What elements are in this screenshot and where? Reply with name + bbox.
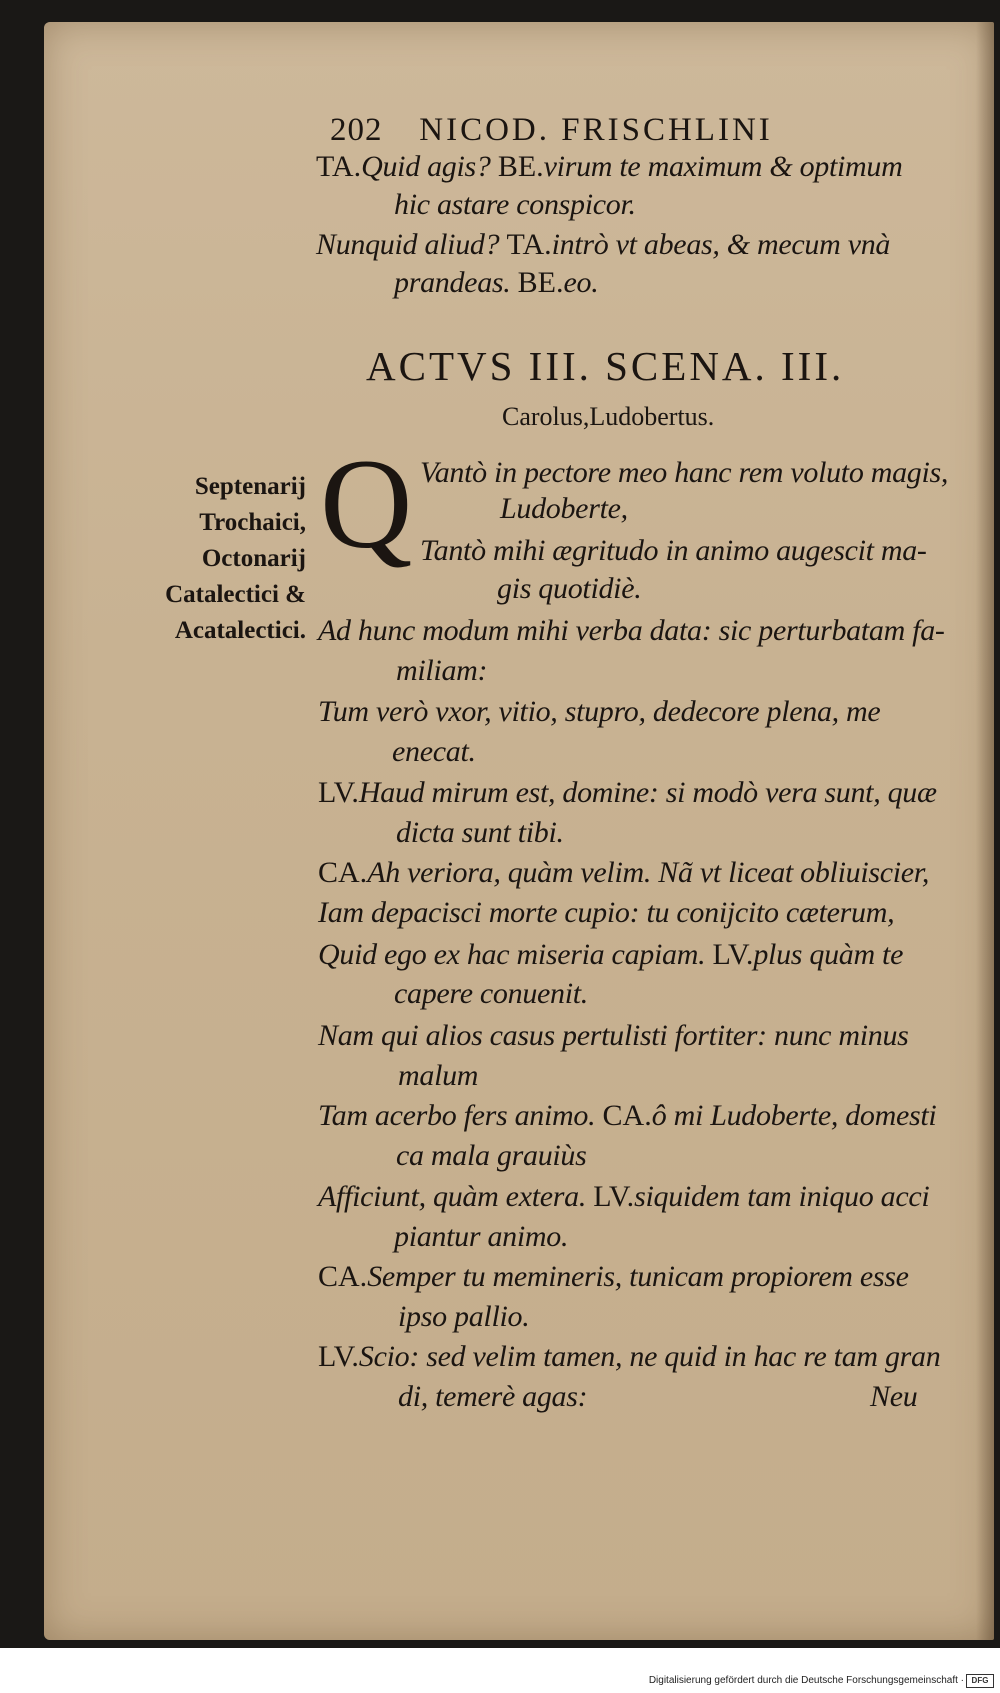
verse-line: LV.Haud mirum est, domine: si modò vera sunt, quæ (318, 776, 937, 809)
verse-line: enecat. (392, 735, 476, 768)
verse-line: Quid ego ex hac miseria capiam. LV.plus quàm te (318, 938, 904, 971)
verse-line: Iam depacisci morte cupio: tu conijcito cæterum, (318, 896, 895, 929)
footer-bar (0, 1648, 1000, 1693)
verse-line: malum (398, 1059, 479, 1092)
verse-line: dicta sunt tibi. (396, 816, 564, 849)
verse-line: miliam: (396, 654, 488, 687)
verse-line: capere conuenit. (394, 977, 589, 1010)
verse-line: TA.Quid agis? BE.virum te maximum & optimum (316, 150, 903, 183)
verse-line: ca mala grauiùs (396, 1139, 587, 1172)
verse-line: prandeas. BE.eo. (394, 266, 599, 299)
verse-line: gis quotidiè. (497, 572, 642, 605)
verse-line: CA.Ah veriora, quàm velim. Nã vt liceat obliuiscier, (318, 856, 930, 889)
verse-line: Tum verò vxor, vitio, stupro, dedecore plena, me (318, 695, 881, 728)
margin-note-line: Octonarij (201, 545, 306, 572)
characters-line: Carolus,Ludobertus. (502, 402, 715, 431)
verse-line: Vantò in pectore meo hanc rem voluto magis, (420, 456, 949, 489)
margin-note-line: Septenarij (194, 473, 306, 500)
verse-line: Tantò mihi ægritudo in animo augescit ma- (420, 534, 927, 567)
verse-line: ipso pallio. (398, 1300, 530, 1333)
drop-cap: Q (320, 433, 413, 575)
footer-credit: Digitalisierung gefördert durch die Deutsche Forschungsgemeinschaft · (648, 1675, 964, 1686)
verse-line: Nam qui alios casus pertulisti fortiter: nunc minus (318, 1019, 909, 1052)
running-head: NICOD. FRISCHLINI (419, 112, 773, 148)
verse-line: Ludoberte, (500, 492, 628, 525)
margin-note-line: Catalectici & (165, 581, 306, 608)
catchword: Neu (870, 1380, 918, 1413)
verse-line: Afficiunt, quàm extera. LV.siquidem tam iniquo acci (318, 1180, 930, 1213)
page-number: 202 (330, 112, 383, 148)
verse-line: CA.Semper tu memineris, tunicam propiorem esse (318, 1260, 909, 1293)
act-scene-heading: ACTVS III. SCENA. III. (366, 343, 845, 389)
margin-note-line: Acatalectici. (174, 617, 306, 644)
verse-line: Nunquid aliud? TA.intrò vt abeas, & mecum vnà (316, 228, 891, 261)
verse-line: hic astare conspicor. (394, 188, 636, 221)
dfg-logo: DFG (966, 1674, 994, 1688)
verse-line: Ad hunc modum mihi verba data: sic perturbatam fa- (318, 614, 945, 647)
verse-line: piantur animo. (394, 1220, 569, 1253)
verse-line: LV.Scio: sed velim tamen, ne quid in hac re tam gran (318, 1340, 941, 1373)
verse-line: di, temerè agas: (398, 1380, 588, 1413)
verse-line: Tam acerbo fers animo. CA.ô mi Ludoberte, domesti (318, 1099, 937, 1132)
page-header (330, 112, 773, 149)
margin-note-line: Trochaici, (199, 509, 306, 536)
